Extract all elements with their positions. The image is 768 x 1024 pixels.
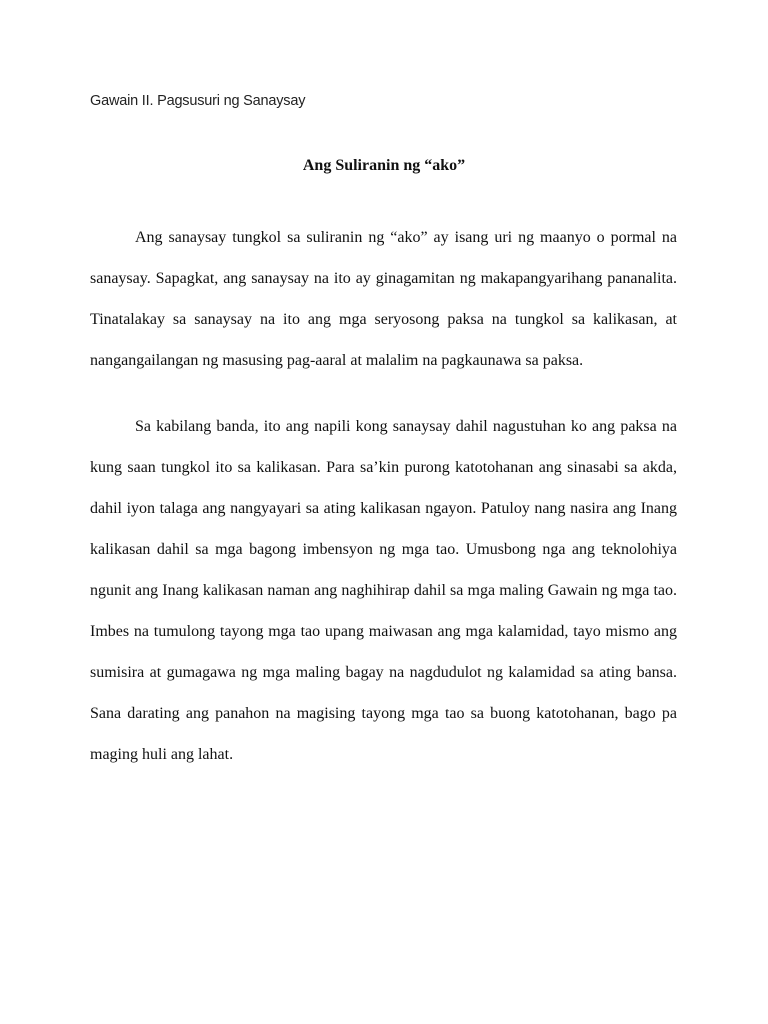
essay-title: Ang Suliranin ng “ako” xyxy=(302,157,466,174)
essay-paragraph-2: Sa kabilang banda, ito ang napili kong sanaysay dahil nagustuhan ko ang paksa na kung saan tungkol ito sa kalikasan. Para sa’kin purong katotohanan ang sinasabi sa akda, dahil iyon talaga ang nangyayari sa ating kalikasan ngayon. Patuloy nang nasira ang Inang kalikasan dahil sa mga bagong imbensyon ng mga tao. Umusbong nga ang teknolohiya ngunit ang Inang kalikasan naman ang naghihirap dahil sa mga maling Gawain ng mga tao. Imbes na tumulong tayong mga tao upang maiwasan ang mga kalamidad, tayo mismo ang sumisira at gumagawa ng mga maling bagay na nagdudulot ng kalamidad sa ating bansa. Sana darating ang panahon na magising tayong mga tao sa buong katotohanan, bago pa maging huli ang lahat. xyxy=(90,418,677,763)
essay-paragraph-1: Ang sanaysay tungkol sa suliranin ng “ako” ay isang uri ng maanyo o pormal na sanaysay. Sapagkat, ang sanaysay na ito ay ginagamitan ng makapangyarihang pananalita. Tinatalakay sa sanaysay na ito ang mga seryosong paksa na tungkol sa kalikasan, at nangangailangan ng masusing pag-aaral at malalim na pagkaunawa sa paksa. xyxy=(90,229,677,369)
activity-header-label: Gawain II. Pagsusuri ng Sanaysay xyxy=(90,93,306,109)
